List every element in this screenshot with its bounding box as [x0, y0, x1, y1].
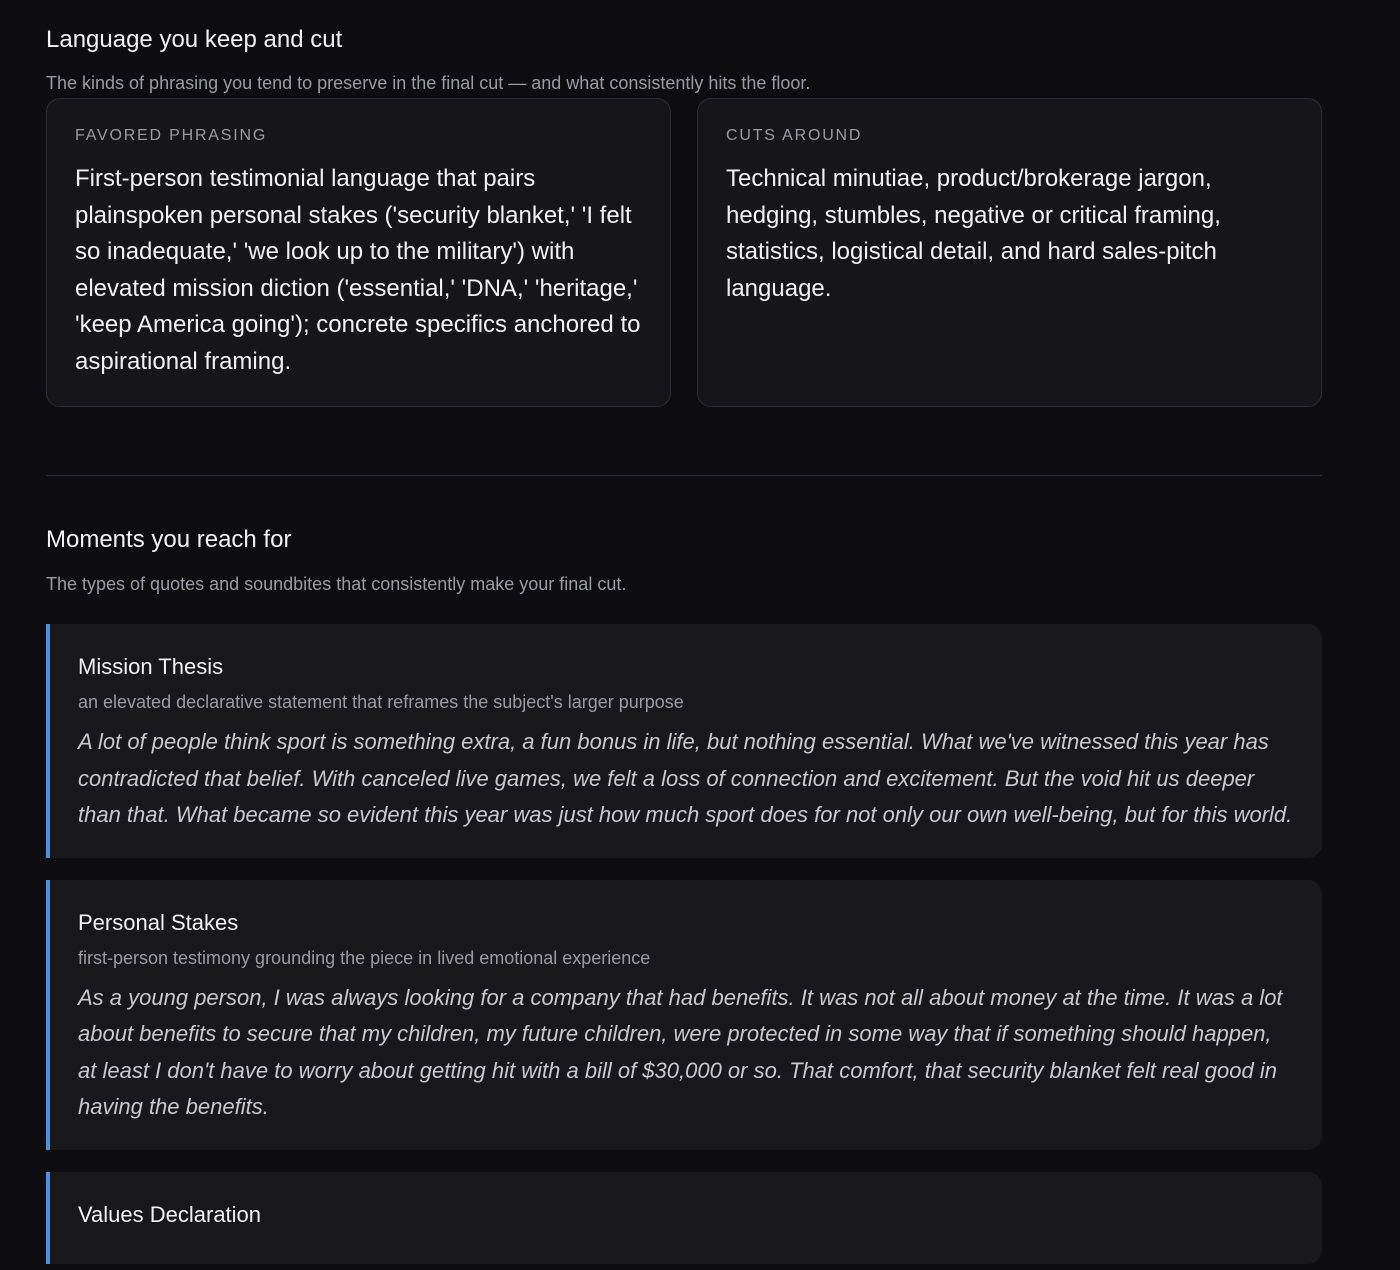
- phrasing-cards: [46, 98, 1322, 407]
- moment-quote: A lot of people think sport is something extra, a fun bonus in life, but nothing essential. What we've witnessed this year has contradicted that belief. With canceled live games, we felt a loss of connection and excitement. But the void hit us deeper than that. What became so evident this year was just how much sport does for not only our own well-being, but for this world.: [78, 729, 1293, 827]
- moment-title: Values Declaration: [78, 1201, 262, 1227]
- moment-description: first-person testimony grounding the piece in lived emotional experience: [78, 947, 651, 968]
- moment-list: [46, 624, 1322, 1270]
- moment-card-mission-thesis: [46, 624, 1322, 858]
- moment-quote: As a young person, I was always looking for a company that had benefits. It was not all about money at the time. It was a lot about benefits to secure that my children, my future children, were protected in some way that if something should happen, at least I don't have to worry about getting hit with a bill of $30,000 or so. That comfort, that security blanket felt real good in having the benefits.: [78, 984, 1283, 1119]
- moment-card-personal-stakes: [46, 880, 1322, 1150]
- cuts-around-text: Technical minutiae, product/brokerage jargon, hedging, stumbles, negative or critical framing, statistics, logistical detail, and hard sales-pitch language.: [726, 165, 1221, 302]
- favored-phrasing-card: [46, 98, 671, 407]
- moments-section: [46, 525, 1322, 596]
- moment-title: Mission Thesis: [78, 654, 224, 679]
- favored-phrasing-label: FAVORED PHRASING: [75, 127, 268, 144]
- language-section-title: Language you keep and cut: [46, 26, 343, 53]
- cuts-around-card: [697, 98, 1322, 407]
- language-section-subtitle: The kinds of phrasing you tend to preserve in the final cut — and what consistently hits the floor.: [46, 73, 811, 93]
- cuts-around-label: CUTS AROUND: [726, 127, 863, 144]
- favored-phrasing-text: First-person testimonial language that pairs plainspoken personal stakes ('security blanket,' 'I felt so inadequate,' 'we look up to the military') with elevated mission diction ('essential,' 'DNA,' 'heritage,' 'keep America going'); concrete specifics anchored to aspirational framing.: [75, 165, 641, 375]
- moment-card-values-declaration: [46, 1172, 1322, 1264]
- moment-description: an elevated declarative statement that reframes the subject's larger purpose: [78, 692, 684, 712]
- moments-section-title: Moments you reach for: [46, 526, 292, 553]
- section-divider: [46, 475, 1322, 476]
- moments-section-subtitle: The types of quotes and soundbites that consistently make your final cut.: [46, 574, 627, 594]
- moment-title: Personal Stakes: [78, 909, 239, 935]
- language-section: [46, 25, 1322, 95]
